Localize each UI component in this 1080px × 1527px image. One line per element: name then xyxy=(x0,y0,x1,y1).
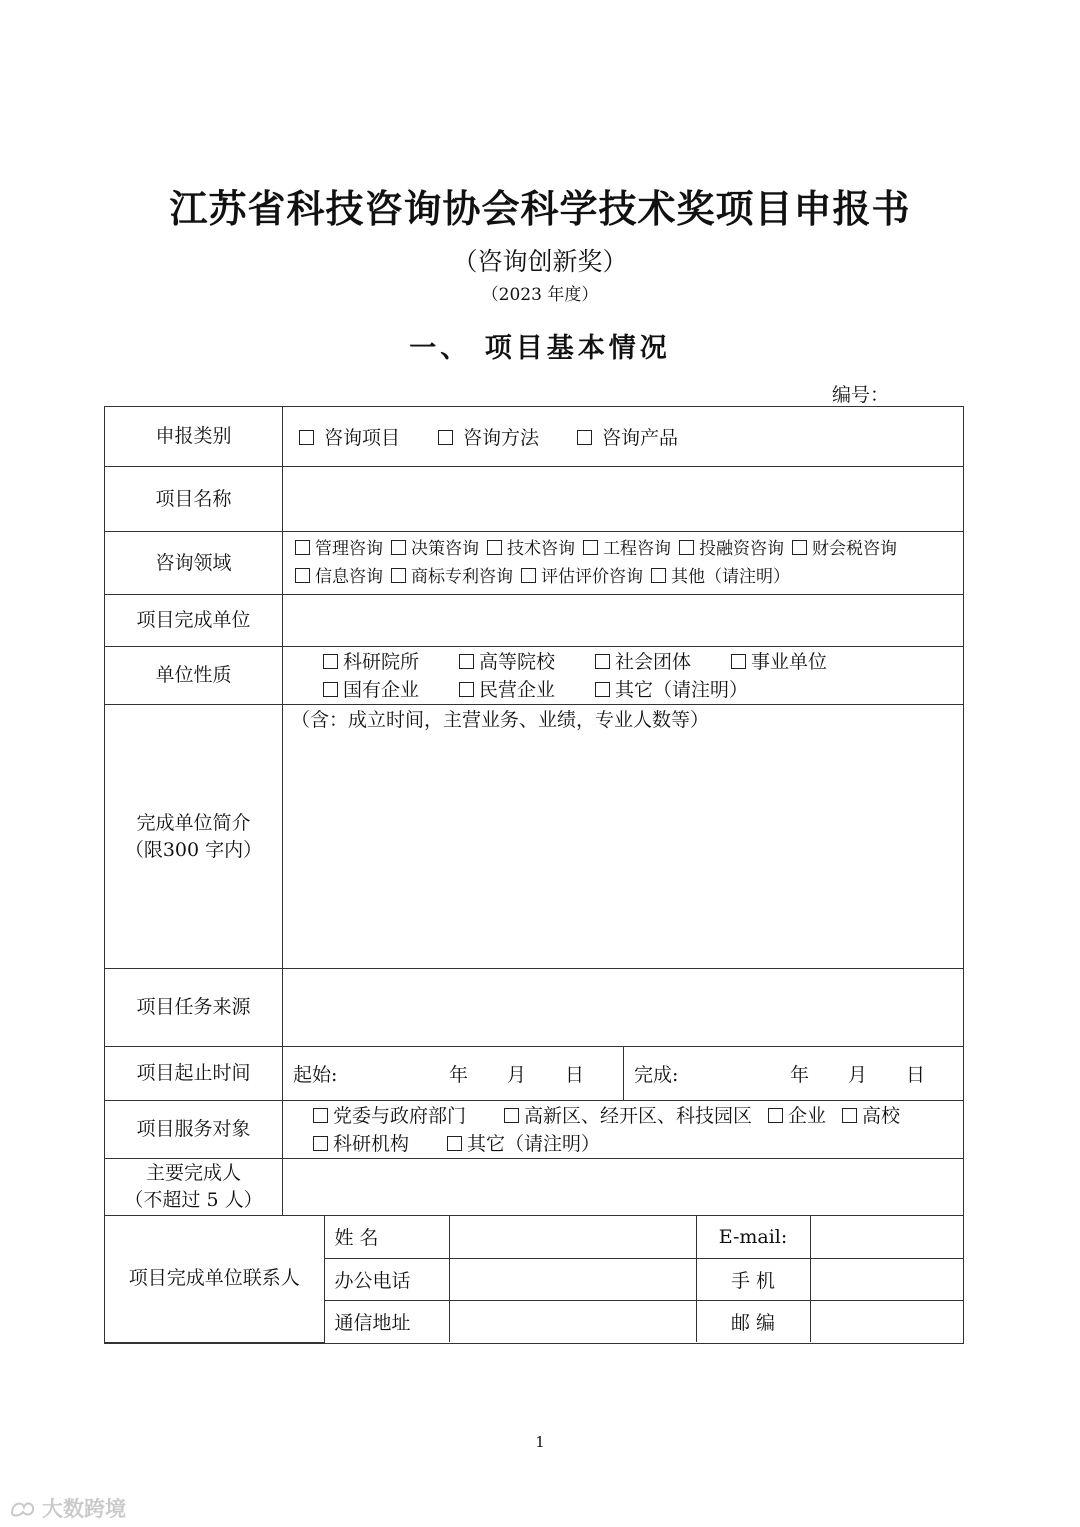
row-unit-nature xyxy=(105,647,964,705)
checkbox-icon xyxy=(323,682,338,697)
consulting-field-options xyxy=(283,532,964,595)
email-label: E-mail: xyxy=(696,1216,810,1258)
checkbox-option[interactable]: 其它（请注明） xyxy=(447,1130,600,1158)
checkbox-option[interactable]: 投融资咨询 xyxy=(679,535,784,563)
contact-name-field[interactable] xyxy=(449,1216,696,1258)
checkbox-option[interactable]: 企业 xyxy=(768,1102,826,1130)
checkbox-icon xyxy=(299,430,314,445)
row-project-name xyxy=(105,467,964,532)
checkbox-icon xyxy=(583,540,598,555)
watermark-text: 大数跨境 xyxy=(42,1497,126,1521)
checkbox-icon xyxy=(595,682,610,697)
period-fields xyxy=(283,1047,964,1101)
project-name-label: 项目名称 xyxy=(105,467,283,532)
mobile-field[interactable] xyxy=(810,1258,964,1300)
main-persons-field[interactable] xyxy=(283,1159,964,1216)
checkbox-icon xyxy=(679,540,694,555)
checkbox-icon xyxy=(391,568,406,583)
checkbox-option[interactable]: 决策咨询 xyxy=(391,535,479,563)
row-contact xyxy=(105,1216,964,1344)
checkbox-icon xyxy=(447,1136,462,1151)
checkbox-icon xyxy=(731,654,746,669)
row-completion-unit xyxy=(105,595,964,647)
document-year: （2023 年度） xyxy=(481,285,599,305)
row-service-target xyxy=(105,1101,964,1159)
checkbox-option[interactable]: 评估评价咨询 xyxy=(521,563,643,591)
checkbox-option[interactable]: 财会税咨询 xyxy=(792,535,897,563)
checkbox-icon xyxy=(313,1136,328,1151)
address-label: 通信地址 xyxy=(324,1300,449,1342)
unit-nature-label: 单位性质 xyxy=(105,647,283,705)
unit-intro-hint: （含：成立时间，主营业务、业绩，专业人数等） xyxy=(291,709,710,731)
checkbox-option[interactable]: 咨询项目 xyxy=(299,423,400,450)
task-source-label: 项目任务来源 xyxy=(105,969,283,1047)
row-unit-intro xyxy=(105,705,964,969)
checkbox-icon xyxy=(842,1108,857,1123)
checkbox-icon xyxy=(295,540,310,555)
page-number: 1 xyxy=(535,1433,545,1451)
main-persons-label: 主要完成人 （不超过 5 人） xyxy=(105,1159,283,1216)
document-subtitle: （咨询创新奖） xyxy=(452,247,628,276)
completion-unit-field[interactable] xyxy=(283,595,964,647)
checkbox-icon xyxy=(504,1108,519,1123)
watermark-logo-icon xyxy=(8,1497,38,1519)
start-date-field[interactable]: 起始: 年 月 日 xyxy=(293,1064,585,1086)
period-label: 项目起止时间 xyxy=(105,1047,283,1101)
checkbox-option[interactable]: 社会团体 xyxy=(595,648,731,676)
consulting-field-label: 咨询领域 xyxy=(105,532,283,595)
contact-label: 项目完成单位联系人 xyxy=(105,1216,324,1342)
checkbox-option[interactable]: 其他（请注明） xyxy=(651,563,790,591)
checkbox-icon xyxy=(768,1108,783,1123)
project-name-field[interactable] xyxy=(283,467,964,532)
checkbox-icon xyxy=(438,430,453,445)
checkbox-option[interactable]: 管理咨询 xyxy=(295,535,383,563)
document-title: 江苏省科技咨询协会科学技术奖项目申报书 xyxy=(169,186,911,231)
checkbox-icon xyxy=(323,654,338,669)
checkbox-option[interactable]: 国有企业 xyxy=(323,676,459,704)
unit-intro-field[interactable] xyxy=(283,705,964,969)
serial-number-label: 编号： xyxy=(832,384,890,406)
checkbox-option[interactable]: 其它（请注明） xyxy=(595,676,748,704)
checkbox-icon xyxy=(792,540,807,555)
checkbox-icon xyxy=(651,568,666,583)
row-consulting-field xyxy=(105,532,964,595)
checkbox-option[interactable]: 商标专利咨询 xyxy=(391,563,513,591)
checkbox-option[interactable]: 技术咨询 xyxy=(487,535,575,563)
application-type-label: 申报类别 xyxy=(105,407,283,467)
checkbox-icon xyxy=(521,568,536,583)
watermark xyxy=(8,1493,126,1523)
contact-table xyxy=(105,1216,964,1343)
row-task-source xyxy=(105,969,964,1047)
end-date-field[interactable]: 完成: 年 月 日 xyxy=(623,1047,964,1100)
checkbox-icon xyxy=(295,568,310,583)
section-heading: 一、 项目基本情况 xyxy=(409,333,671,364)
row-main-persons xyxy=(105,1159,964,1216)
completion-unit-label: 项目完成单位 xyxy=(105,595,283,647)
checkbox-option[interactable]: 工程咨询 xyxy=(583,535,671,563)
contact-name-label: 姓 名 xyxy=(324,1216,449,1258)
postcode-field[interactable] xyxy=(810,1300,964,1342)
checkbox-option[interactable]: 高等院校 xyxy=(459,648,595,676)
application-type-options xyxy=(283,407,964,467)
checkbox-icon xyxy=(391,540,406,555)
checkbox-icon xyxy=(459,654,474,669)
checkbox-icon xyxy=(577,430,592,445)
checkbox-option[interactable]: 高新区、经开区、科技园区 xyxy=(504,1102,752,1130)
row-period xyxy=(105,1047,964,1101)
checkbox-option[interactable]: 事业单位 xyxy=(731,648,867,676)
checkbox-option[interactable]: 高校 xyxy=(842,1102,900,1130)
checkbox-icon xyxy=(595,654,610,669)
office-phone-label: 办公电话 xyxy=(324,1258,449,1300)
checkbox-icon xyxy=(459,682,474,697)
checkbox-option[interactable]: 科研院所 xyxy=(323,648,459,676)
checkbox-option[interactable]: 信息咨询 xyxy=(295,563,383,591)
email-field[interactable] xyxy=(810,1216,964,1258)
unit-intro-label: 完成单位简介 （限300 字内） xyxy=(105,705,283,969)
checkbox-icon xyxy=(313,1108,328,1123)
checkbox-option[interactable]: 党委与政府部门 xyxy=(313,1102,466,1130)
application-form xyxy=(104,406,964,1344)
postcode-label: 邮 编 xyxy=(696,1300,810,1342)
checkbox-option[interactable]: 咨询产品 xyxy=(577,423,678,450)
checkbox-icon xyxy=(487,540,502,555)
address-field[interactable] xyxy=(449,1300,696,1342)
contact-section xyxy=(105,1216,964,1344)
checkbox-option[interactable]: 科研机构 xyxy=(313,1130,409,1158)
service-target-label: 项目服务对象 xyxy=(105,1101,283,1159)
unit-nature-options xyxy=(283,647,964,705)
office-phone-field[interactable] xyxy=(449,1258,696,1300)
checkbox-option[interactable]: 民营企业 xyxy=(459,676,595,704)
checkbox-option[interactable]: 咨询方法 xyxy=(438,423,539,450)
row-application-type xyxy=(105,407,964,467)
mobile-label: 手 机 xyxy=(696,1258,810,1300)
task-source-field[interactable] xyxy=(283,969,964,1047)
service-target-options xyxy=(283,1101,964,1159)
